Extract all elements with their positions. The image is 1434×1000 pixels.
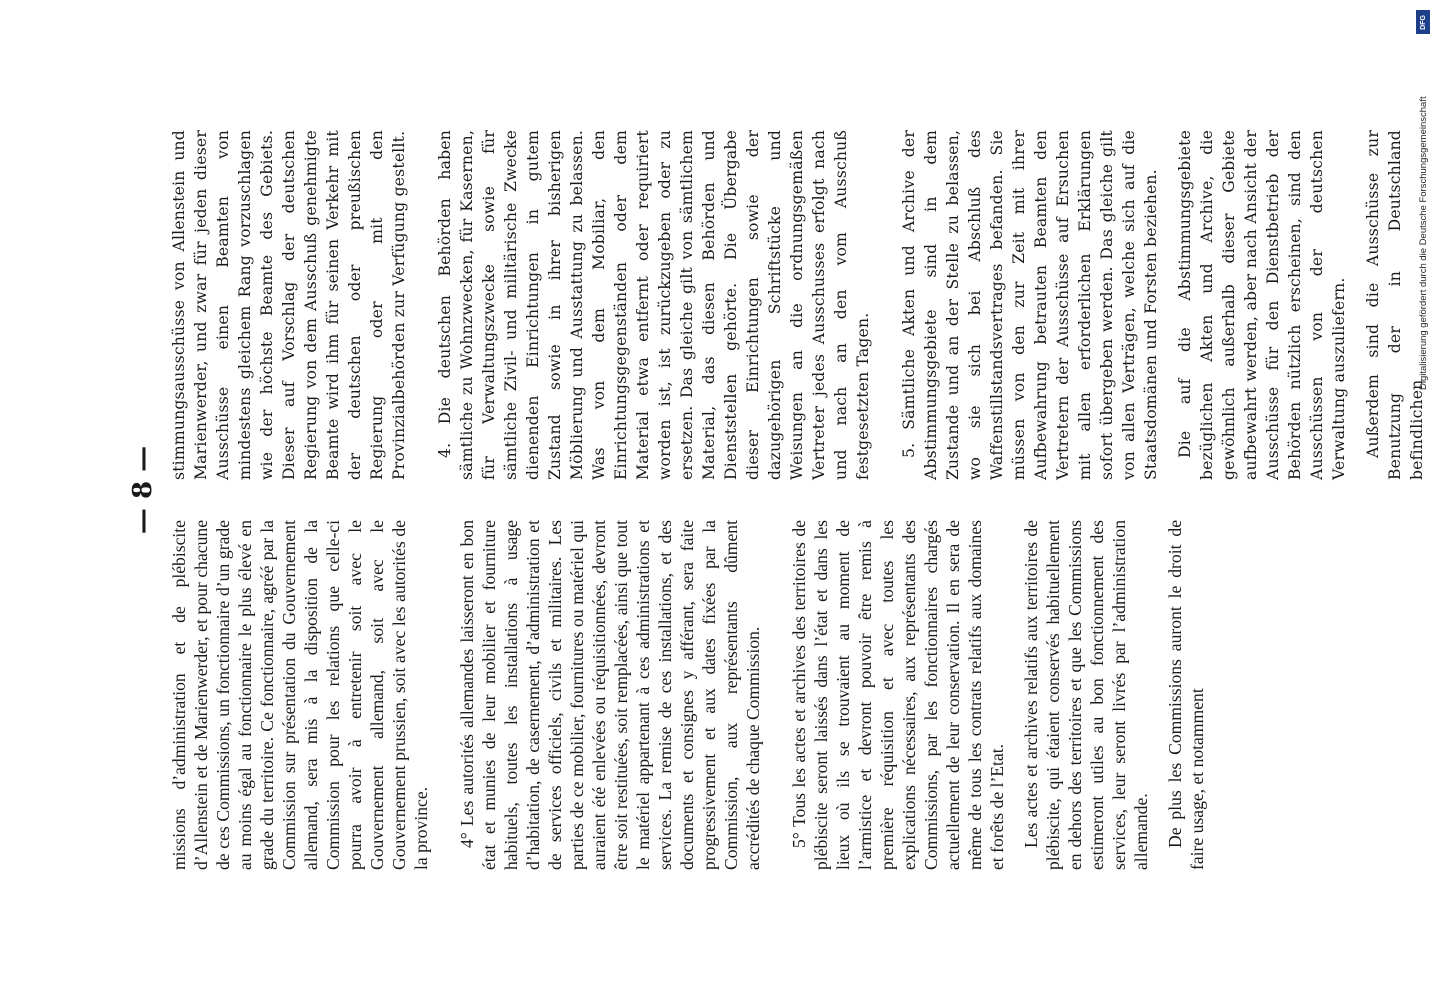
digitization-credit	[1418, 0, 1434, 1000]
french-paragraph: 5° Tous les actes et archives des territoires de plébiscite seront laissés dans l’état et dans les lieux où ils se trouvaient au moment de l’armistice et devront pouvoir être remis à première réquisition et avec toutes les explications nécessaires, aux représentants des Commissions, par les fonctionnaires chargés actuellement de leur conservation. Il en sera de même de tous les contrats relatifs aux domaines et forêts de l’Etat.	[789, 520, 1007, 870]
french-paragraph: Les actes et archives relatifs aux territoires de plébiscite, qui étaient conservés habituellement en dehors des territoires et que les Commissions estimeront utiles au bon fonctionnement des services, leur seront livrés par l’administration allemande.	[1021, 520, 1151, 870]
german-paragraph: Außerdem sind die Ausschüsse zur Benutzung der in Deutschland befindlichen	[1364, 130, 1426, 480]
german-paragraph: 5. Sämtliche Akten und Archive der Abstimmungsgebiete sind in dem Zustande und an der Stelle zu belassen, wo sie sich bei Abschluß des Waffenstillstandsvertrages befanden. Sie müssen von den zur Zeit mit ihrer Aufbewahrung betrauten Beamten den Vertretern der Ausschüsse auf Ersuchen mit allen erforderlichen Erklärungen sofort übergeben werden. Das gleiche gilt von allen Verträgen, welche sich auf die Staatsdomänen und Forsten beziehen.	[900, 130, 1160, 480]
french-paragraph: De plus les Commissions auront le droit de faire usage, et notamment	[1165, 520, 1207, 870]
french-column	[168, 520, 1220, 870]
dfg-logo: DFG	[1416, 10, 1430, 34]
german-paragraph: 4. Die deutschen Behörden haben sämtliche zu Wohnzwecken, für Kasernen, für Verwaltungszwecke sowie für sämtliche Zivil- und militärische Zwecke dienenden Einrichtungen in gutem Zustand sowie in ihrer bisherigen Möblierung und Ausstattung zu belassen. Was von dem Mobiliar, den Einrichtungsgegenständen oder dem Material etwa entfernt oder requiriert worden ist, ist zurückzugeben oder zu ersetzen. Das gleiche gilt von sämtlichem Material, das diesen Behörden und Dienststellen gehörte. Die Übergabe dieser Einrichtungen sowie der dazugehörigen Schriftstücke und Weisungen an die ordnungsgemäßen Vertreter jedes Ausschusses erfolgt nach und nach an den vom Ausschuß festgesetzten Tagen.	[436, 130, 872, 480]
german-paragraph: stimmungsausschüsse von Allenstein und Marienwerder, und zwar für jeden dieser Ausschüsse einen Beamten von mindestens gleichem Rang vorzuschlagen wie der höchste Beamte des Gebiets. Dieser auf Vorschlag der deutschen Regierung von dem Ausschuß genehmigte Beamte wird ihm für seinen Verkehr mit der deutschen oder preußischen Regierung oder mit den Provinzialbehörden zur Verfügung gestellt.	[170, 130, 408, 480]
page-number: — 8 —	[128, 445, 158, 535]
digitization-credit-text: Digitalisierung gefördert durch die Deutsche Forschungsgemeinschaft	[1418, 96, 1429, 390]
french-paragraph: 4° Les autorités allemandes laisseront en bon état et munies de leur mobilier et fourniture habituels, toutes les installations à usage d’habitation, de casernement, d’administration et de services officiels, civils et militaires. Les parties de ce mobilier, fournitures ou matériel qui auraient été enlevées ou réquisitionnées, devront être soit restituées, soit remplacées, ainsi que tout le matériel appartenant à ces administrations et services. La remise de ces installations, et des documents et consignes y afférant, sera faite progressivement et aux dates fixées par la Commission, aux représentants dûment accrédités de chaque Commission.	[457, 520, 763, 870]
german-paragraph: Die auf die Abstimmungsgebiete bezüglichen Akten und Archive, die gewöhnlich außerhalb dieser Gebiete aufbewahrt werden, aber nach Ansicht der Ausschüsse für den Dienstbetrieb der Behörden nützlich erscheinen, sind den Ausschüssen von der deutschen Verwaltung auszuliefern.	[1176, 130, 1348, 480]
french-paragraph: missions d’administration et de plébiscite d’Allenstein et de Marienwerder, et pour chacune de ces Commissions, un fonctionnaire d’un grade au moins égal au fonctionnaire le plus élevé en grade du territoire. Ce fonctionnaire, agréé par la Commission sur présentation du Gouvernement allemand, sera mis à la disposition de la Commission pour les relations que celle-ci pourra avoir à entretenir soit avec le Gouvernement allemand, soit avec le Gouvernement prussien, soit avec les autorités de la province.	[169, 520, 431, 870]
german-column	[168, 130, 1434, 480]
